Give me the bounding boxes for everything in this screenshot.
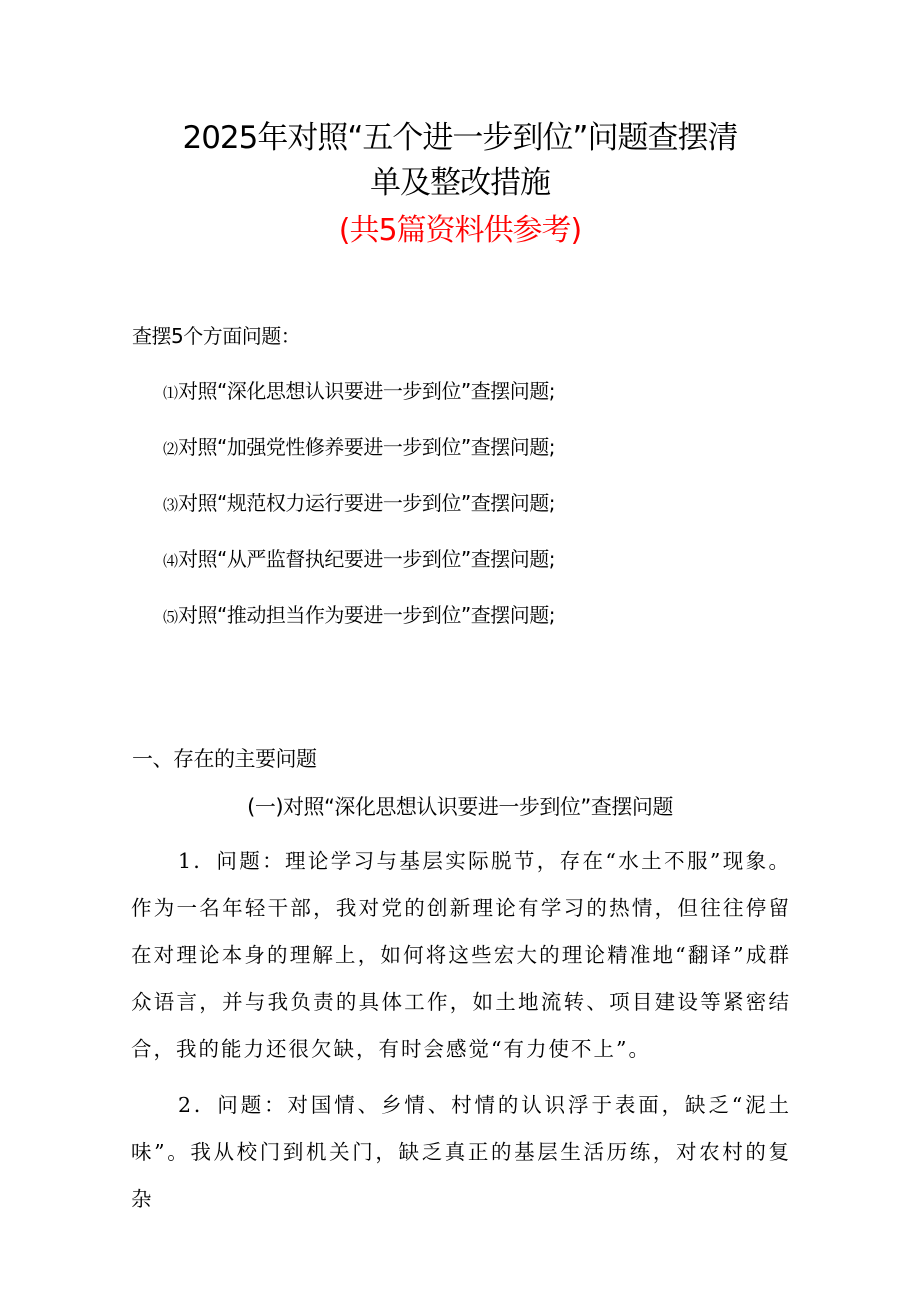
aspect-number: ⑷ <box>163 552 179 570</box>
document-title-line-1: 2025年对照“五个进一步到位”问题查摆清 <box>182 120 738 156</box>
aspect-item-4 <box>163 543 555 577</box>
document-subtitle: (共5篇资料供参考) <box>338 213 582 248</box>
aspect-number: ⑵ <box>163 440 179 458</box>
document-title-line-2: 单及整改措施 <box>370 165 550 201</box>
aspect-text: 对照“规范权力运行要进一步到位”查摆问题; <box>178 491 555 515</box>
aspect-number: ⑸ <box>163 608 179 626</box>
subsection-heading: (一)对照“深化思想认识要进一步到位”查摆问题 <box>247 795 673 819</box>
aspect-text: 对照“深化思想认识要进一步到位”查摆问题; <box>178 379 555 403</box>
aspect-text: 对照“从严监督执纪要进一步到位”查摆问题; <box>178 547 555 571</box>
intro-line: 查摆5个方面问题： <box>132 324 301 348</box>
aspect-item-5 <box>163 599 555 633</box>
aspect-number: ⑴ <box>163 384 179 402</box>
aspect-text: 对照“推动担当作为要进一步到位”查摆问题; <box>178 603 555 627</box>
body-paragraph-1: 1．问题：理论学习与基层实际脱节，存在“水土不服”现象。作为一名年轻干部，我对党的创新理论有学习的热情，但往往停留在对理论本身的理解上，如何将这些宏大的理论精准地“翻译”成群众语言，并与我负责的具体工作，如土地流转、项目建设等紧密结合，我的能力还很欠缺，有时会感觉“有力使不上”。 <box>131 849 791 1061</box>
body-paragraph-2: 2．问题：对国情、乡情、村情的认识浮于表面，缺乏“泥土味”。我从校门到机关门，缺乏真正的基层生活历练，对农村的复杂 <box>131 1093 791 1211</box>
section-heading: 一、存在的主要问题 <box>132 747 317 771</box>
aspect-number: ⑶ <box>163 496 179 514</box>
aspect-text: 对照“加强党性修养要进一步到位”查摆问题; <box>178 435 555 459</box>
aspect-item-3 <box>163 487 555 521</box>
aspect-item-2 <box>163 431 555 465</box>
aspect-item-1 <box>163 375 555 409</box>
